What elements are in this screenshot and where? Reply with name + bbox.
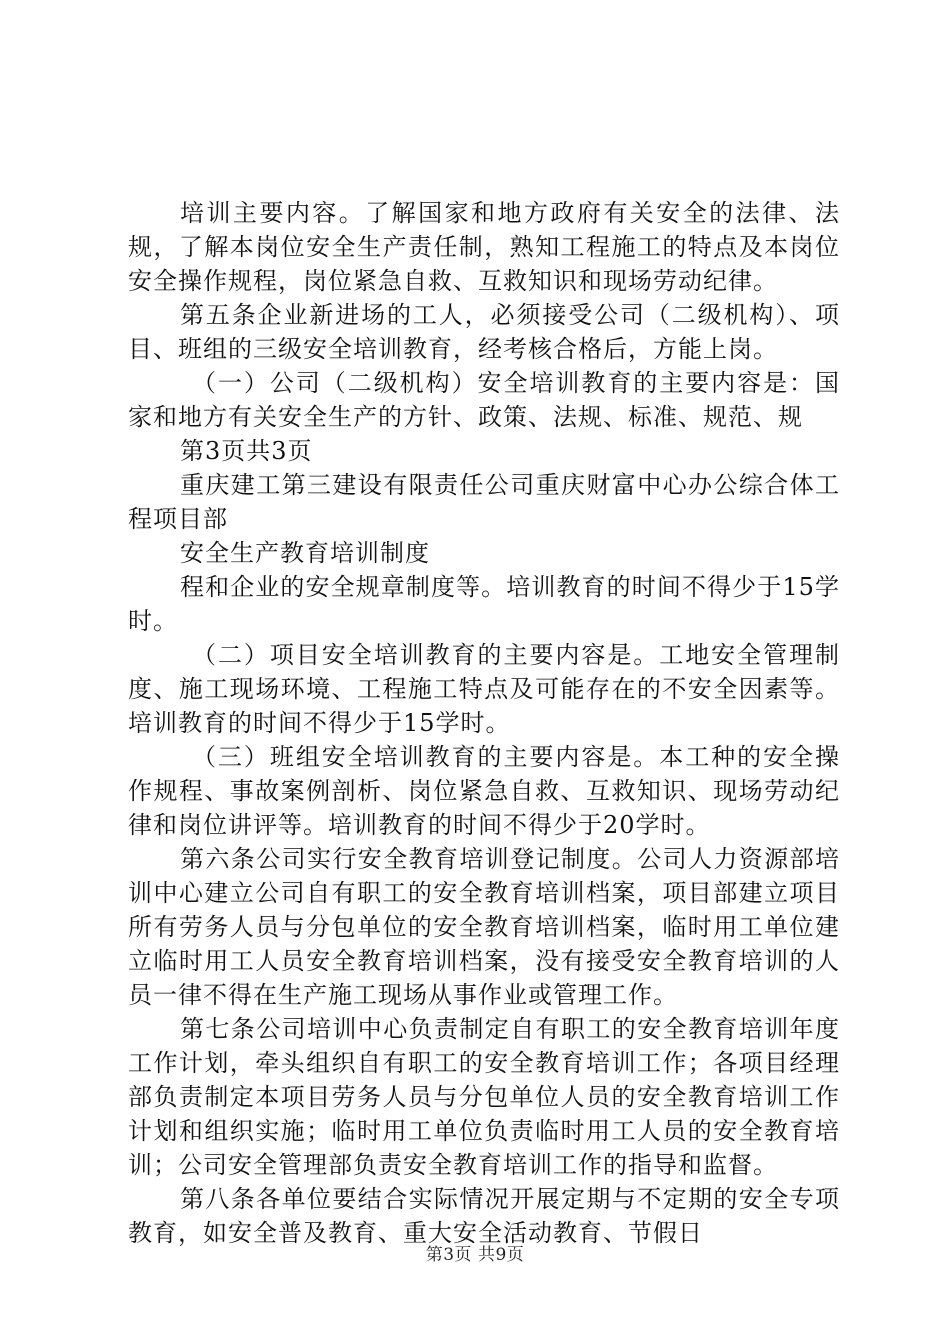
document-title: 安全生产教育培训制度 [180,539,430,567]
paragraph-continuation: 程和企业的安全规章制度等。培训教育的时间不得少于15学时。 [128,573,840,635]
paragraph-item-3: （三）班组安全培训教育的主要内容是。本工种的安全操作规程、事故案例剖析、岗位紧急自救、互救知识、现场劳动纪律和岗位讲评等。培训教育的时间不得少于20学时。 [128,743,840,839]
document-body [128,196,840,1250]
paragraph-article-6: 第六条公司实行安全教育培训登记制度。公司人力资源部培训中心建立公司自有职工的安全教育培训档案，项目部建立项目所有劳务人员与分包单位的安全教育培训档案，临时用工单位建立临时用工人员安全教育培训档案，没有接受安全教育培训的人员一律不得在生产施工现场从事作业或管理工作。 [128,845,840,1009]
paragraph-article-8: 第八条各单位要结合实际情况开展定期与不定期的安全专项教育，如安全普及教育、重大安全活动教育、节假日 [128,1185,840,1247]
paragraph-article-5: 第五条企业新进场的工人，必须接受公司（二级机构）、项目、班组的三级安全培训教育，经考核合格后，方能上岗。 [128,301,840,363]
paragraph-item-2: （二）项目安全培训教育的主要内容是。工地安全管理制度、施工现场环境、工程施工特点及可能存在的不安全因素等。培训教育的时间不得少于15学时。 [128,641,840,737]
page-footer [0,1240,950,1265]
page-number: 第3页 共9页 [425,1245,525,1265]
paragraph-article-7: 第七条公司培训中心负责制定自有职工的安全教育培训年度工作计划，牵头组织自有职工的安全教育培训工作；各项目经理部负责制定本项目劳务人员与分包单位人员的安全教育培训工作计划和组织实施；临时用工单位负责临时用工人员的安全教育培训；公司安全管理部负责安全教育培训工作的指导和监督。 [128,1015,840,1179]
paragraph-item-1: （一）公司（二级机构）安全培训教育的主要内容是：国家和地方有关安全生产的方针、政策、法规、标准、规范、规 [128,369,840,431]
inline-page-marker: 第3页共3页 [180,437,313,465]
company-project-heading: 重庆建工第三建设有限责任公司重庆财富中心办公综合体工程项目部 [128,471,840,533]
paragraph-training-content: 培训主要内容。了解国家和地方政府有关安全的法律、法规，了解本岗位安全生产责任制，熟知工程施工的特点及本岗位安全操作规程，岗位紧急自救、互救知识和现场劳动纪律。 [128,199,840,295]
